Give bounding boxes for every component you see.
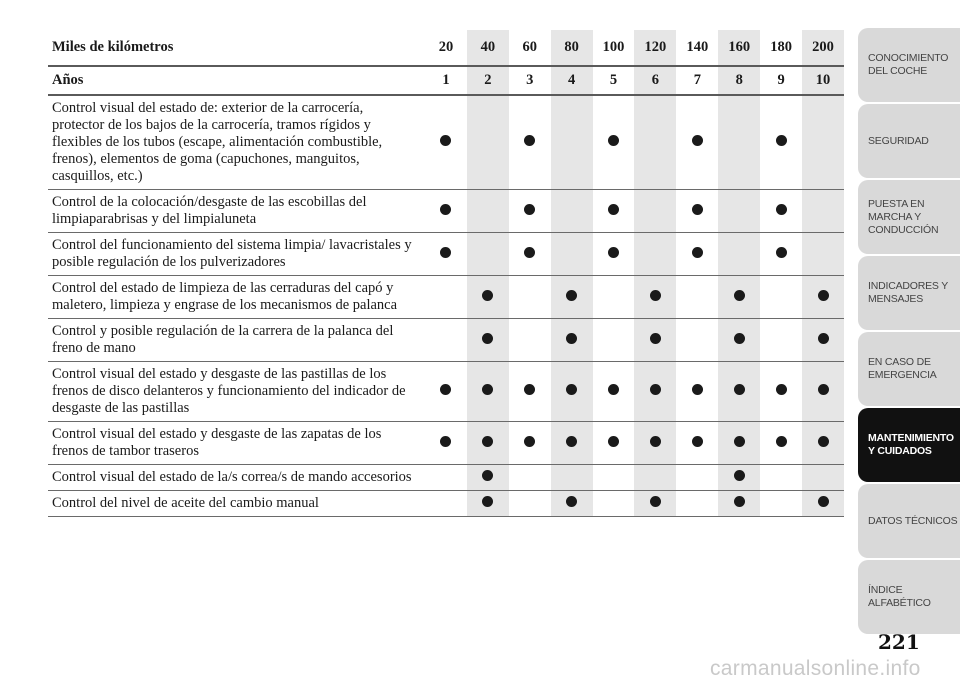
- schedule-cell: [802, 233, 844, 276]
- bullet-mark-icon: [482, 496, 493, 507]
- year-header-cell: 10: [802, 66, 844, 95]
- schedule-cell: [634, 276, 676, 319]
- bullet-mark-icon: [818, 496, 829, 507]
- schedule-cell: [718, 276, 760, 319]
- schedule-cell: [593, 276, 635, 319]
- schedule-cell: [718, 190, 760, 233]
- schedule-cell: [467, 233, 509, 276]
- bullet-mark-icon: [692, 204, 703, 215]
- bullet-mark-icon: [734, 333, 745, 344]
- bullet-mark-icon: [524, 436, 535, 447]
- schedule-cell: [718, 362, 760, 422]
- schedule-cell: [676, 491, 718, 517]
- maintenance-schedule-table: [48, 30, 844, 517]
- section-tabs: [858, 28, 960, 636]
- schedule-cell: [802, 465, 844, 491]
- bullet-mark-icon: [734, 496, 745, 507]
- bullet-mark-icon: [818, 290, 829, 301]
- watermark: carmanualsonline.info: [710, 657, 921, 680]
- bullet-mark-icon: [440, 247, 451, 258]
- schedule-cell: [509, 491, 551, 517]
- schedule-cell: [718, 233, 760, 276]
- table-row: [48, 190, 844, 233]
- schedule-cell: [593, 465, 635, 491]
- schedule-cell: [634, 190, 676, 233]
- tab-label: PUESTA EN MARCHA Y CONDUCCIÓN: [868, 197, 939, 236]
- bullet-mark-icon: [524, 204, 535, 215]
- bullet-mark-icon: [440, 384, 451, 395]
- schedule-cell: [676, 319, 718, 362]
- bullet-mark-icon: [734, 436, 745, 447]
- tab-section-7[interactable]: [858, 484, 960, 558]
- schedule-cell: [802, 319, 844, 362]
- row-description: Control visual del estado y desgaste de las zapatas de los frenos de tambor traseros: [48, 422, 425, 465]
- tab-section-8[interactable]: [858, 560, 960, 634]
- bullet-mark-icon: [608, 384, 619, 395]
- schedule-cell: [509, 190, 551, 233]
- tab-label: INDICADORES Y MENSAJES: [868, 280, 949, 305]
- schedule-cell: [425, 190, 467, 233]
- bullet-mark-icon: [524, 135, 535, 146]
- schedule-cell: [425, 491, 467, 517]
- schedule-cell: [634, 319, 676, 362]
- bullet-mark-icon: [440, 436, 451, 447]
- schedule-cell: [593, 362, 635, 422]
- year-header-cell: 1: [425, 66, 467, 95]
- bullet-mark-icon: [650, 333, 661, 344]
- tab-label: SEGURIDAD: [868, 134, 929, 147]
- bullet-mark-icon: [650, 436, 661, 447]
- schedule-cell: [425, 362, 467, 422]
- page-number: 221: [878, 630, 920, 654]
- tab-label: DATOS TÉCNICOS: [868, 514, 958, 527]
- schedule-cell: [509, 422, 551, 465]
- schedule-cell: [467, 422, 509, 465]
- km-header-cell: 180: [760, 30, 802, 66]
- tab-section-2[interactable]: [858, 104, 960, 178]
- schedule-cell: [593, 233, 635, 276]
- table-row: [48, 491, 844, 517]
- schedule-cell: [551, 276, 593, 319]
- schedule-cell: [718, 422, 760, 465]
- schedule-cell: [467, 491, 509, 517]
- bullet-mark-icon: [650, 290, 661, 301]
- bullet-mark-icon: [734, 470, 745, 481]
- schedule-cell: [676, 465, 718, 491]
- schedule-cell: [802, 422, 844, 465]
- row-description: Control y posible regulación de la carrera de la palanca del freno de mano: [48, 319, 425, 362]
- schedule-cell: [467, 362, 509, 422]
- schedule-cell: [467, 319, 509, 362]
- row-description: Control visual del estado y desgaste de las pastillas de los frenos de disco delanteros y funcionamiento del indicador de desgaste de las pastillas: [48, 362, 425, 422]
- schedule-cell: [802, 95, 844, 190]
- tab-label: EN CASO DE EMERGENCIA: [868, 356, 937, 381]
- schedule-cell: [718, 95, 760, 190]
- schedule-cell: [425, 95, 467, 190]
- schedule-cell: [551, 362, 593, 422]
- bullet-mark-icon: [650, 496, 661, 507]
- table-row: [48, 95, 844, 190]
- schedule-cell: [760, 362, 802, 422]
- table-row: [48, 465, 844, 491]
- year-header-cell: 7: [676, 66, 718, 95]
- schedule-cell: [593, 319, 635, 362]
- years-header-label: Años: [48, 66, 425, 95]
- schedule-cell: [802, 190, 844, 233]
- km-header-cell: 20: [425, 30, 467, 66]
- schedule-cell: [425, 422, 467, 465]
- schedule-cell: [593, 190, 635, 233]
- table-row: [48, 276, 844, 319]
- schedule-cell: [760, 465, 802, 491]
- schedule-cell: [634, 95, 676, 190]
- schedule-cell: [509, 319, 551, 362]
- km-header-cell: 100: [593, 30, 635, 66]
- tab-section-3[interactable]: [858, 180, 960, 254]
- schedule-cell: [802, 362, 844, 422]
- row-description: Control del nivel de aceite del cambio manual: [48, 491, 425, 517]
- bullet-mark-icon: [776, 247, 787, 258]
- year-header-cell: 6: [634, 66, 676, 95]
- bullet-mark-icon: [524, 384, 535, 395]
- schedule-cell: [551, 491, 593, 517]
- bullet-mark-icon: [566, 333, 577, 344]
- bullet-mark-icon: [776, 204, 787, 215]
- bullet-mark-icon: [818, 333, 829, 344]
- bullet-mark-icon: [818, 436, 829, 447]
- bullet-mark-icon: [440, 204, 451, 215]
- row-description: Control visual del estado de la/s correa/s de mando accesorios: [48, 465, 425, 491]
- tab-label: MANTENIMIENTO Y CUIDADOS: [868, 432, 954, 457]
- schedule-cell: [509, 465, 551, 491]
- schedule-cell: [760, 319, 802, 362]
- km-header-cell: 60: [509, 30, 551, 66]
- bullet-mark-icon: [692, 247, 703, 258]
- bullet-mark-icon: [566, 436, 577, 447]
- schedule-cell: [676, 422, 718, 465]
- schedule-cell: [760, 95, 802, 190]
- schedule-cell: [802, 491, 844, 517]
- schedule-cell: [760, 276, 802, 319]
- schedule-cell: [634, 422, 676, 465]
- schedule-cell: [634, 465, 676, 491]
- schedule-cell: [593, 95, 635, 190]
- km-header-cell: 120: [634, 30, 676, 66]
- bullet-mark-icon: [650, 384, 661, 395]
- bullet-mark-icon: [776, 135, 787, 146]
- bullet-mark-icon: [608, 135, 619, 146]
- schedule-cell: [551, 190, 593, 233]
- schedule-cell: [467, 190, 509, 233]
- year-header-cell: 9: [760, 66, 802, 95]
- bullet-mark-icon: [524, 247, 535, 258]
- tab-label: CONOCIMIENTO DEL COCHE: [868, 52, 949, 77]
- schedule-cell: [802, 276, 844, 319]
- schedule-body: [48, 95, 844, 517]
- km-header-label: Miles de kilómetros: [48, 30, 425, 66]
- km-header-cell: 140: [676, 30, 718, 66]
- schedule-cell: [718, 319, 760, 362]
- schedule-cell: [718, 491, 760, 517]
- schedule-cell: [676, 190, 718, 233]
- schedule-cell: [676, 95, 718, 190]
- bullet-mark-icon: [608, 204, 619, 215]
- bullet-mark-icon: [482, 333, 493, 344]
- table-row: [48, 362, 844, 422]
- schedule-cell: [425, 233, 467, 276]
- bullet-mark-icon: [608, 247, 619, 258]
- km-header-cell: 40: [467, 30, 509, 66]
- schedule-cell: [593, 422, 635, 465]
- year-header-cell: 5: [593, 66, 635, 95]
- tab-label: ÍNDICE ALFABÉTICO: [868, 584, 931, 609]
- schedule-cell: [634, 491, 676, 517]
- year-header-cell: 4: [551, 66, 593, 95]
- schedule-cell: [634, 362, 676, 422]
- schedule-cell: [634, 233, 676, 276]
- bullet-mark-icon: [734, 290, 745, 301]
- km-header-row: [48, 30, 844, 66]
- schedule-cell: [425, 465, 467, 491]
- schedule-cell: [760, 190, 802, 233]
- year-header-cell: 3: [509, 66, 551, 95]
- table-row: [48, 233, 844, 276]
- year-header-cell: 8: [718, 66, 760, 95]
- km-header-cell: 160: [718, 30, 760, 66]
- bullet-mark-icon: [692, 384, 703, 395]
- year-header-cell: 2: [467, 66, 509, 95]
- table-row: [48, 319, 844, 362]
- km-header-cell: 80: [551, 30, 593, 66]
- bullet-mark-icon: [482, 470, 493, 481]
- bullet-mark-icon: [482, 436, 493, 447]
- bullet-mark-icon: [734, 384, 745, 395]
- row-description: Control del estado de limpieza de las cerraduras del capó y maletero, limpieza y engrase de los mecanismos de palanca: [48, 276, 425, 319]
- schedule-cell: [425, 319, 467, 362]
- schedule-cell: [760, 233, 802, 276]
- bullet-mark-icon: [482, 290, 493, 301]
- bullet-mark-icon: [566, 496, 577, 507]
- schedule-cell: [467, 95, 509, 190]
- row-description: Control de la colocación/desgaste de las escobillas del limpiaparabrisas y del limpialuneta: [48, 190, 425, 233]
- schedule-cell: [760, 422, 802, 465]
- km-header-cell: 200: [802, 30, 844, 66]
- schedule-cell: [551, 465, 593, 491]
- schedule-cell: [509, 276, 551, 319]
- bullet-mark-icon: [440, 135, 451, 146]
- schedule-cell: [551, 422, 593, 465]
- schedule-cell: [760, 491, 802, 517]
- bullet-mark-icon: [608, 436, 619, 447]
- schedule-cell: [676, 233, 718, 276]
- tab-section-4[interactable]: [858, 256, 960, 330]
- bullet-mark-icon: [818, 384, 829, 395]
- bullet-mark-icon: [692, 436, 703, 447]
- schedule-cell: [467, 465, 509, 491]
- years-header-row: [48, 66, 844, 95]
- schedule-cell: [425, 276, 467, 319]
- schedule-cell: [593, 491, 635, 517]
- tab-section-6[interactable]: [858, 408, 960, 482]
- bullet-mark-icon: [692, 135, 703, 146]
- tab-section-5[interactable]: [858, 332, 960, 406]
- schedule-cell: [509, 233, 551, 276]
- bullet-mark-icon: [566, 384, 577, 395]
- schedule-cell: [676, 276, 718, 319]
- schedule-cell: [551, 319, 593, 362]
- bullet-mark-icon: [566, 290, 577, 301]
- schedule-cell: [676, 362, 718, 422]
- row-description: Control visual del estado de: exterior de la carrocería, protector de los bajos de la carrocería, tramos rígidos y flexibles de los tubos (escape, alimentación combustible, frenos), elementos de goma (capuchones, manguitos, casquillos, etc.): [48, 95, 425, 190]
- row-description: Control del funcionamiento del sistema limpia/ lavacristales y posible regulación de los pulverizadores: [48, 233, 425, 276]
- bullet-mark-icon: [776, 436, 787, 447]
- schedule-cell: [467, 276, 509, 319]
- bullet-mark-icon: [776, 384, 787, 395]
- schedule-cell: [718, 465, 760, 491]
- bullet-mark-icon: [482, 384, 493, 395]
- schedule-cell: [509, 95, 551, 190]
- schedule-cell: [551, 233, 593, 276]
- tab-section-1[interactable]: [858, 28, 960, 102]
- table-row: [48, 422, 844, 465]
- schedule-cell: [551, 95, 593, 190]
- schedule-cell: [509, 362, 551, 422]
